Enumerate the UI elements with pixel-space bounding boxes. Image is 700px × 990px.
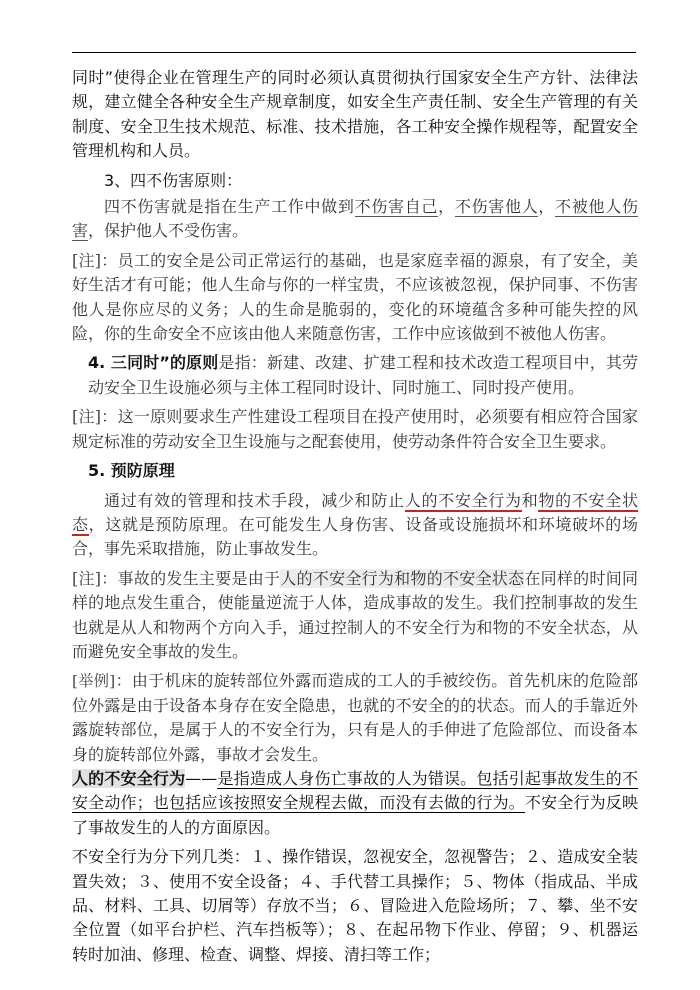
example-tag: [举例] xyxy=(72,672,116,691)
highlight-unsafe-state: 物的不安全状态 xyxy=(72,490,638,534)
paragraph-four-no-harm: 四不伤害就是指在生产工作中做到不伤害自己，不伤害他人，不被他人伤害，保护他人不受伤害。 xyxy=(72,197,638,241)
list-unsafe-behaviors: 不安全行为分下列几类：１、操作错误，忽视安全，忽视警告；２、造成安全装置失效；３、使用不安全设备；４、手代替工具操作；５、物体（指成品、半成品、材料、工具、切屑等）存放不当；６、冒险进入危险场所；７、攀、坐不安全位置（如平台护栏、汽车挡板等）；８、在起吊物下作业、停留；９、机器运转时加油、修理、检查、调整、焊接、清扫等工作； xyxy=(72,847,638,964)
heading-prevention-principle: 5. 预防原理 xyxy=(88,461,175,481)
note-tag: [注] xyxy=(72,407,102,427)
underline-not-harm-self: 不伤害自己 xyxy=(354,197,439,217)
note-three-simultaneities: [注]：这一原则要求生产性建设工程项目在投产使用时，必须要有相应符合国家规定标准的劳动安全卫生设施与之配套使用，使劳动条件符合安全卫生要求。 xyxy=(72,407,638,451)
example-machine-injury: [举例]：由于机床的旋转部位外露而造成的工人的手被绞伤。首先机床的危险部位外露是由于设备本身存在安全隐患，也就的不安全的的状态。而人的手靠近外露旋转部位，是属于人的不安全行为，只有是人的手伸进了危险部位、而设备本身的旋转部位外露，事故才会发生。 xyxy=(72,671,638,764)
header-rule xyxy=(72,52,636,53)
heading-three-simultaneities: 4. 三同时”的原则 xyxy=(88,353,219,373)
paragraph-prevention-principle: 通过有效的管理和技术手段，减少和防止人的不安全行为和物的不安全状态，这就是预防原理。在可能发生人身伤害、设备或设施损坏和环境破坏的场合，事先采取措施，防止事故发生。 xyxy=(72,490,638,559)
heading-four-no-harm: 3、四不伤害原则： xyxy=(104,170,243,190)
paragraph-three-simultaneities-cont: 同时”使得企业在管理生产的同时必须认真贯彻执行国家安全生产方针、法律法规，建立健全各种安全生产规章制度，如安全生产责任制、安全生产管理的有关制度、安全卫生技术规范、标准、技术措施，各工种安全操作规程等，配置安全管理机构和人员。 xyxy=(72,68,638,161)
definition-unsafe-behavior: 人的不安全行为——是指造成人身伤亡事故的人为错误。包括引起事故发生的不安全动作；也包括应该按照安全规程去做，而没有去做的行为。不安全行为反映了事故发生的人的方面原因。 xyxy=(72,768,638,837)
shaded-unsafe-behavior-and-state: 人的不安全行为和物的不安全状态 xyxy=(280,568,525,588)
document-body xyxy=(72,66,638,967)
term-unsafe-behavior: 人的不安全行为 xyxy=(72,768,186,788)
underline-not-harmed-by-others: 不被他人伤害 xyxy=(72,197,638,241)
paragraph-three-simultaneities-principle: 4. 三同时”的原则是指：新建、改建、扩建工程和技术改造工程项目中，其劳动安全卫生设施必须与主体工程同时设计、同时施工、同时投产使用。 xyxy=(88,353,638,397)
note-prevention-principle: [注]：事故的发生主要是由于人的不安全行为和物的不安全状态在同样的时间同样的地点发生重合，使能量逆流于人体，造成事故的发生。我们控制事故的发生也就是从人和物两个方向入手，通过控制人的不安全行为和物的不安全状态，从而避免安全事故的发生。 xyxy=(72,568,638,661)
note-four-no-harm: [注]：员工的安全是公司正常运行的基础，也是家庭幸福的源泉，有了安全，美好生活才有可能；他人生命与你的一样宝贵，不应该被忽视，保护同事、不伤害他人是你应尽的义务；人的生命是脆弱的，变化的环境蕴含多种可能失控的风险，你的生命安全不应该由他人来随意伤害，工作中应该做到不被他人伤害。 xyxy=(72,250,638,344)
highlight-unsafe-behavior: 人的不安全行为 xyxy=(404,490,522,510)
underlined-definition: 是指造成人身伤亡事故的人为错误。包括引起事故发生的不安全动作；也包括应该按照安全规程去做，而没有去做的行为。 xyxy=(72,768,638,813)
note-tag: [注] xyxy=(72,568,102,588)
note-tag: [注] xyxy=(72,250,102,270)
underline-not-harm-others: 不伤害他人 xyxy=(454,197,539,217)
